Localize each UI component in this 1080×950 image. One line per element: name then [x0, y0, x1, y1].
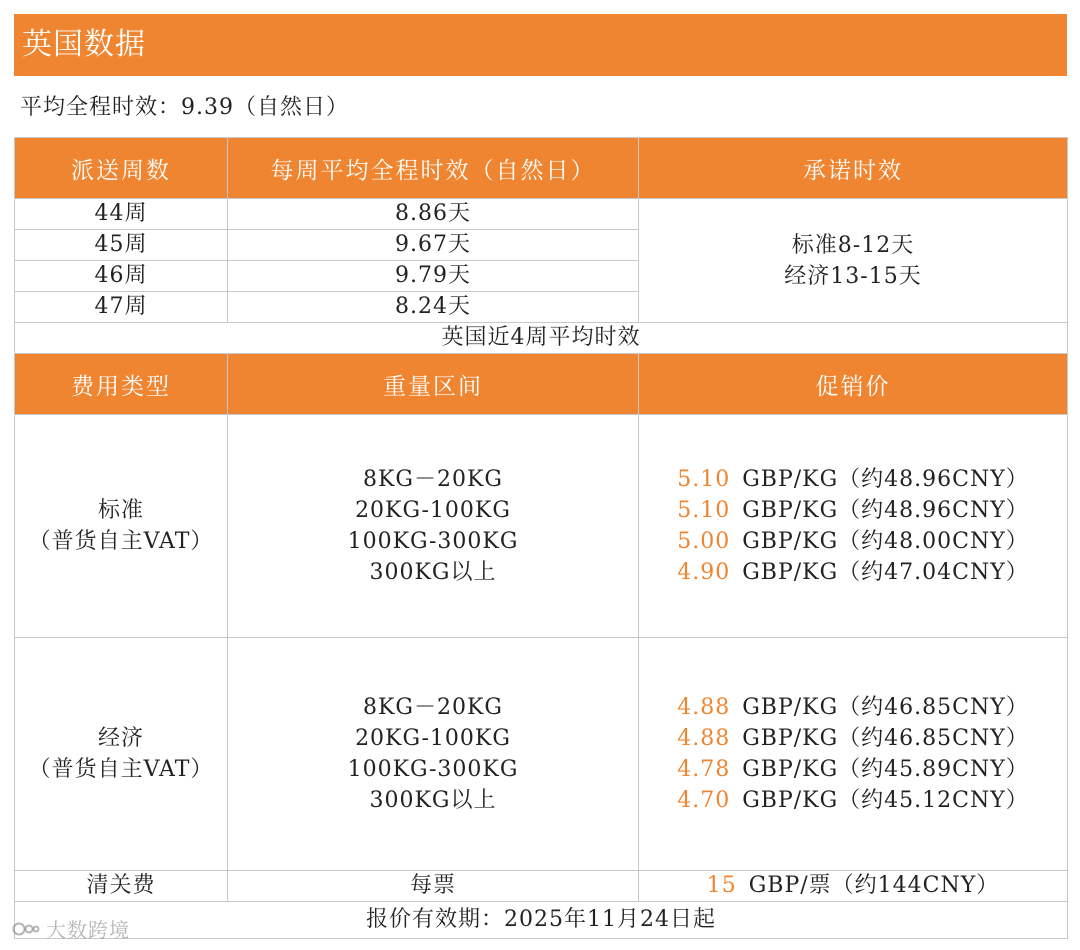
validity-row	[15, 902, 1068, 939]
price-value: 5.10	[677, 498, 731, 523]
average-transit-summary: 平均全程时效：9.39（自然日）	[20, 95, 349, 120]
price-value: 4.78	[677, 757, 731, 782]
price-value: 4.88	[677, 726, 731, 751]
fee-type-name: 标准	[97, 498, 144, 523]
price-line	[639, 526, 1067, 557]
promise-standard: 标准8-12天	[791, 232, 915, 258]
week-cell: 44周	[15, 199, 228, 230]
customs-unit: 每票	[228, 871, 639, 902]
page-title: 英国数据	[14, 14, 1067, 76]
week-cell: 47周	[15, 292, 228, 323]
price-value: 4.90	[677, 560, 731, 585]
watermark	[12, 914, 130, 943]
header-promo-price: 促销价	[639, 354, 1068, 415]
customs-label: 清关费	[15, 871, 228, 902]
weight-range: 100KG-300KG	[347, 529, 519, 554]
avg-cell: 8.24天	[228, 292, 639, 323]
weight-range: 20KG-100KG	[355, 726, 511, 751]
weight-range-cell	[228, 415, 639, 638]
header-delivery-week: 派送周数	[15, 138, 228, 199]
fee-type-name: 经济	[97, 726, 144, 751]
weight-range: 300KG以上	[369, 788, 497, 813]
price-line	[639, 754, 1067, 785]
weight-range: 100KG-300KG	[347, 757, 519, 782]
price-value: 5.10	[677, 467, 731, 492]
header-fee-type: 费用类型	[15, 354, 228, 415]
price-line	[639, 464, 1067, 495]
fee-type-sub: （普货自主VAT）	[28, 757, 214, 782]
price-unit: GBP/KG（约48.96CNY）	[742, 467, 1029, 492]
weight-range: 8KG－20KG	[362, 695, 503, 720]
price-value: 4.88	[677, 695, 731, 720]
price-unit: GBP/KG（约46.85CNY）	[742, 726, 1029, 751]
header-promised-time: 承诺时效	[639, 138, 1068, 199]
uk-rate-table	[14, 137, 1068, 939]
watermark-text: 大数跨境	[46, 918, 130, 942]
transit-footnote-row	[15, 323, 1068, 354]
table-row	[15, 199, 1068, 230]
price-line	[639, 495, 1067, 526]
weight-range: 8KG－20KG	[362, 467, 503, 492]
weight-range: 20KG-100KG	[355, 498, 511, 523]
fee-type-cell	[15, 415, 228, 638]
price-header-row	[15, 354, 1068, 415]
price-line	[639, 557, 1067, 588]
customs-fee-row	[15, 871, 1068, 902]
price-unit: GBP/KG（约48.96CNY）	[742, 498, 1029, 523]
avg-cell: 9.67天	[228, 230, 639, 261]
week-cell: 46周	[15, 261, 228, 292]
price-unit: GBP/KG（约48.00CNY）	[742, 529, 1029, 554]
header-weight-range: 重量区间	[228, 354, 639, 415]
standard-price-row	[15, 415, 1068, 638]
customs-price-unit: GBP/票（约144CNY）	[748, 873, 1000, 898]
promise-economy: 经济13-15天	[784, 263, 922, 289]
economy-price-row	[15, 638, 1068, 871]
fee-type-sub: （普货自主VAT）	[28, 529, 214, 554]
avg-cell: 8.86天	[228, 199, 639, 230]
weight-range: 300KG以上	[369, 560, 497, 585]
price-unit: GBP/KG（约45.89CNY）	[742, 757, 1029, 782]
price-unit: GBP/KG（约45.12CNY）	[742, 788, 1029, 813]
fee-type-cell	[15, 638, 228, 871]
customs-price-value: 15	[706, 873, 737, 898]
transit-footnote: 英国近4周平均时效	[15, 323, 1068, 354]
customs-price-cell	[639, 871, 1068, 902]
price-line	[639, 785, 1067, 816]
avg-cell: 9.79天	[228, 261, 639, 292]
weight-range-cell	[228, 638, 639, 871]
price-line	[639, 692, 1067, 723]
transit-header-row	[15, 138, 1068, 199]
brand-logo-icon	[12, 920, 40, 938]
header-weekly-average: 每周平均全程时效（自然日）	[228, 138, 639, 199]
price-line	[639, 723, 1067, 754]
promise-cell	[639, 199, 1068, 323]
quote-validity: 报价有效期：2025年11月24日起	[15, 902, 1068, 939]
price-value: 4.70	[677, 788, 731, 813]
price-unit: GBP/KG（约46.85CNY）	[742, 695, 1029, 720]
price-unit: GBP/KG（约47.04CNY）	[742, 560, 1029, 585]
price-value: 5.00	[677, 529, 731, 554]
promo-price-cell	[639, 415, 1068, 638]
week-cell: 45周	[15, 230, 228, 261]
promo-price-cell	[639, 638, 1068, 871]
